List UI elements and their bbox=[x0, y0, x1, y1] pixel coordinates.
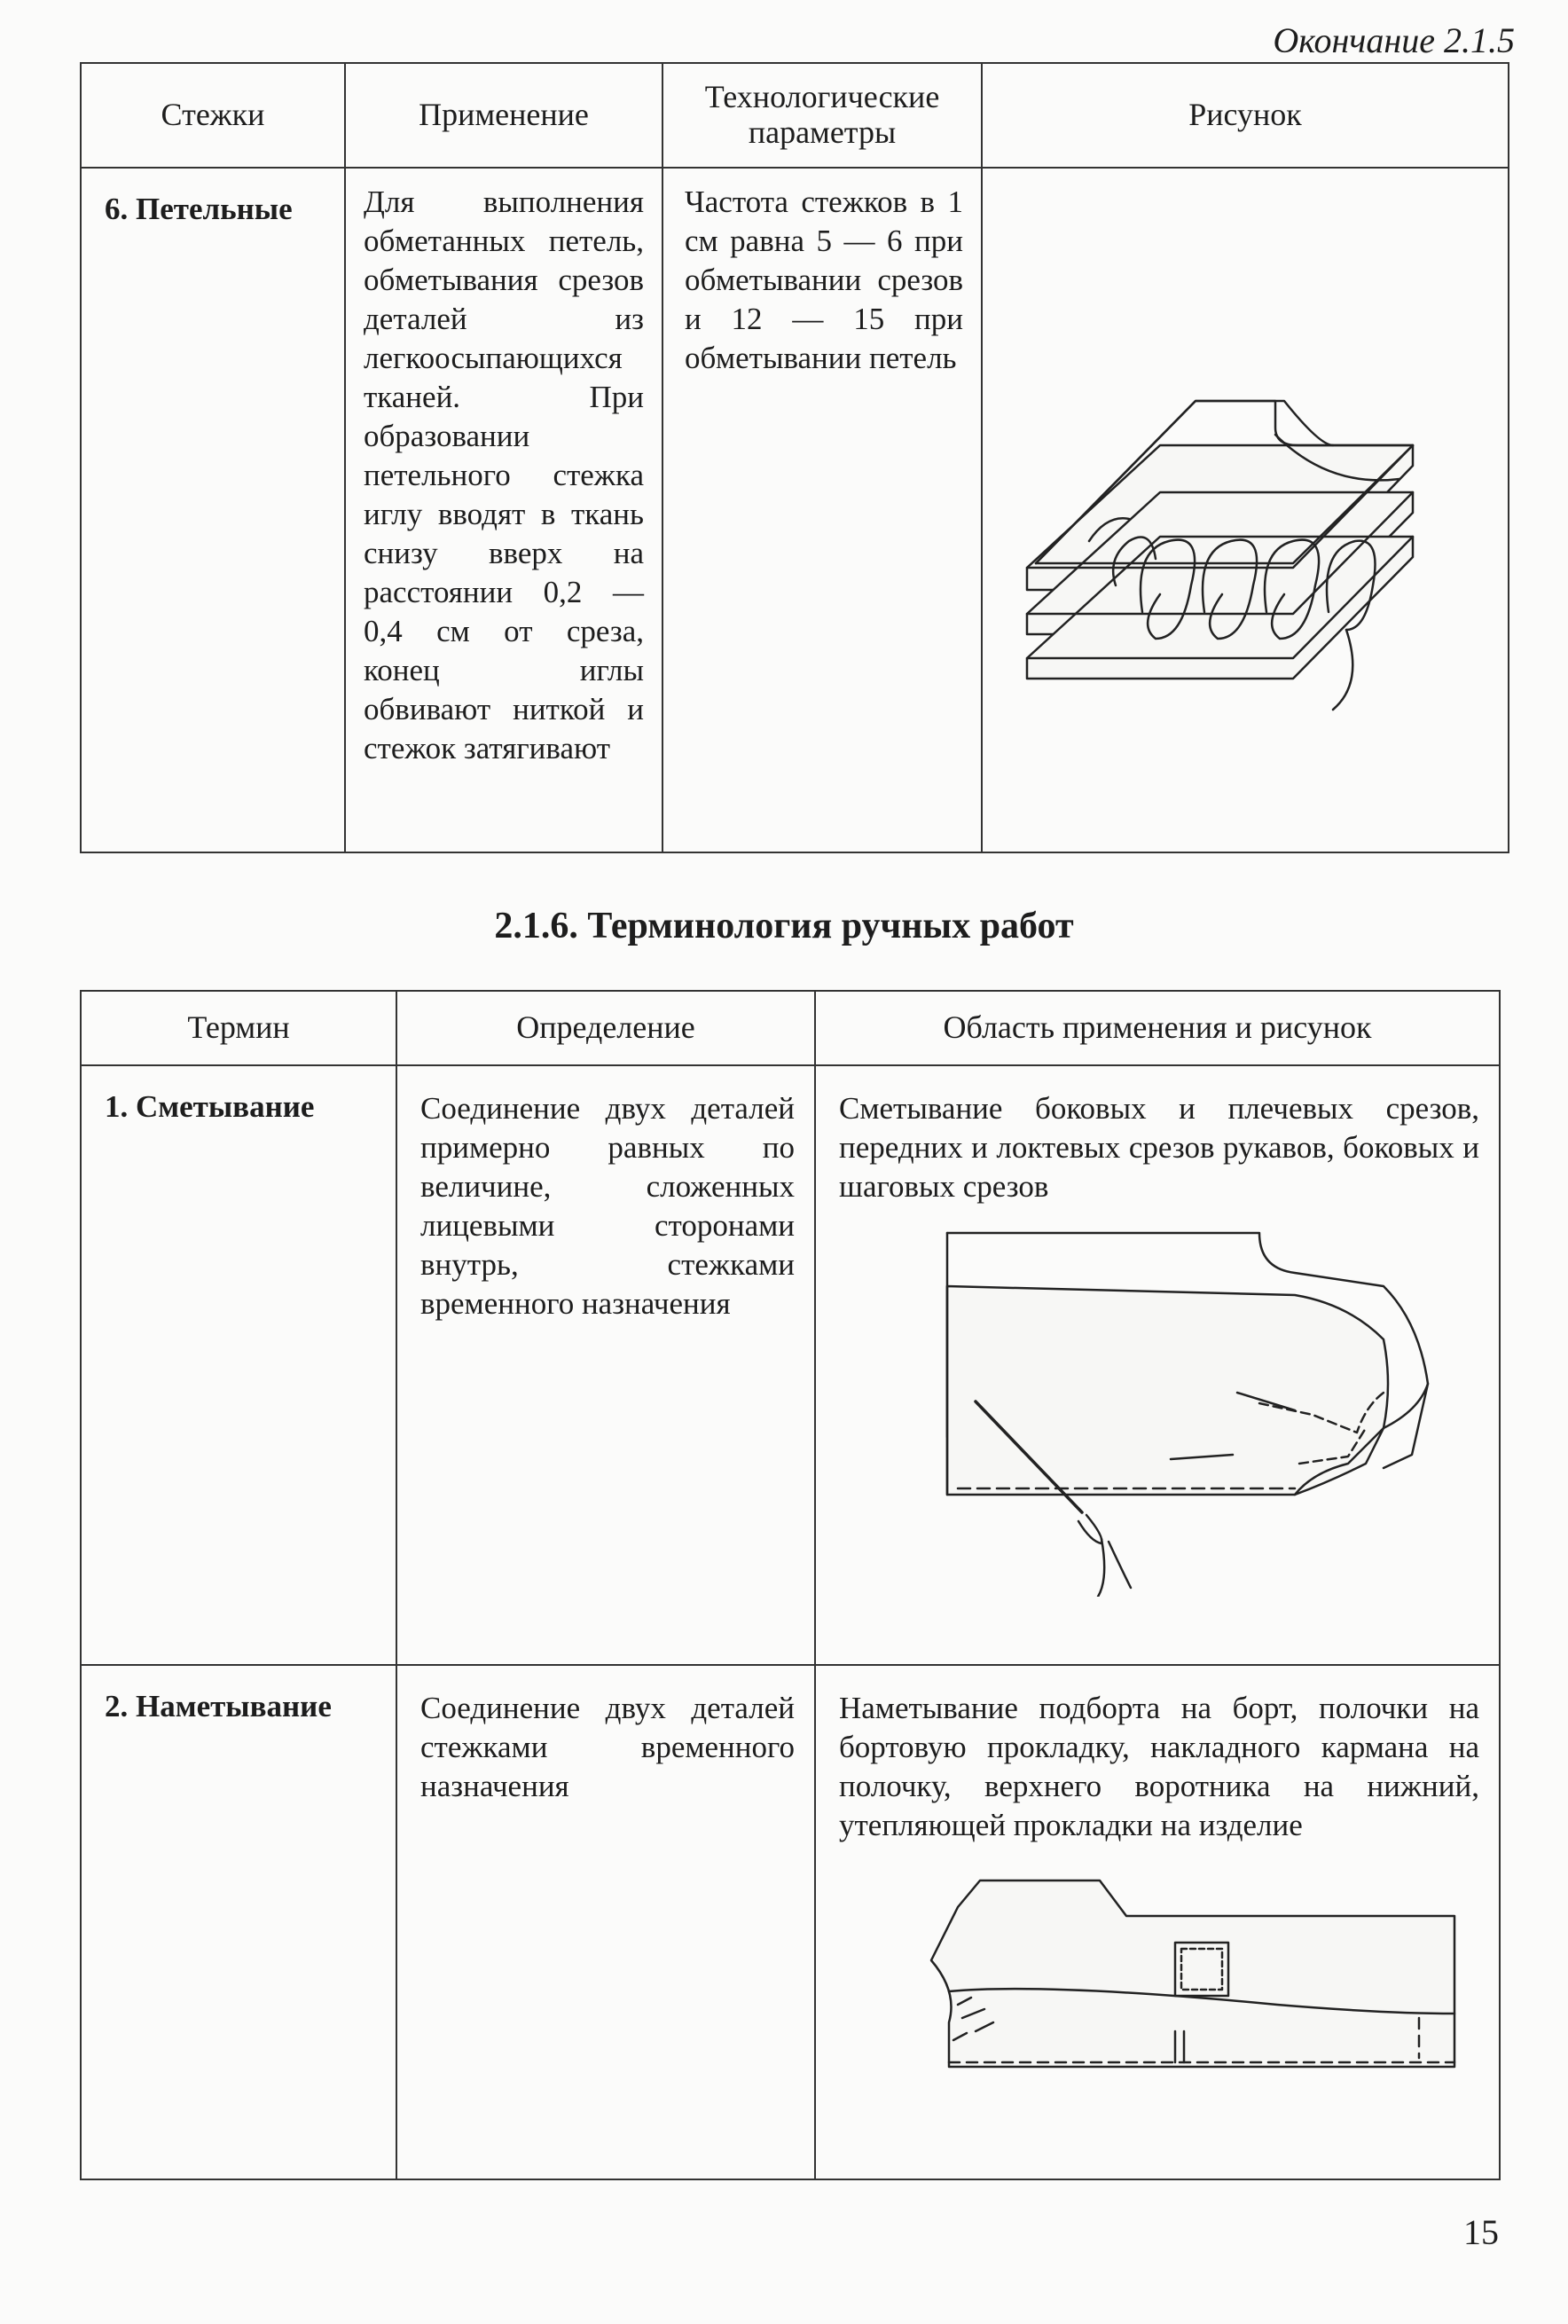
term-cell bbox=[81, 1665, 396, 2179]
header-parameters: Технологические параметры bbox=[662, 63, 982, 168]
tacking-facing-illustration bbox=[816, 1845, 1497, 2111]
page-number: 15 bbox=[1463, 2212, 1499, 2252]
term-name: 2. Наметывание bbox=[105, 1689, 332, 1723]
definition-cell bbox=[396, 1065, 815, 1665]
buttonhole-stitch-illustration bbox=[983, 169, 1506, 850]
table-row bbox=[81, 1665, 1500, 2179]
basting-sleeve-illustration bbox=[816, 1206, 1497, 1597]
stitch-name-cell bbox=[81, 168, 345, 852]
term-definition: Соединение двух деталей примерно равных по величине, сложенных лицевыми сторонами внутрь, стежками временного назначения bbox=[420, 1091, 795, 1321]
header-stitches: Стежки bbox=[81, 63, 345, 168]
table-row bbox=[81, 1065, 1500, 1665]
header-application: Применение bbox=[345, 63, 662, 168]
term-cell bbox=[81, 1065, 396, 1665]
header-term: Термин bbox=[81, 991, 396, 1065]
term-name: 1. Сметывание bbox=[105, 1089, 315, 1124]
usage-cell bbox=[815, 1065, 1500, 1665]
stitch-parameters: Частота стежков в 1 см равна 5 — 6 при обметывании срезов и 12 — 15 при обметывании петель bbox=[685, 185, 963, 375]
application-cell bbox=[345, 168, 662, 852]
usage-cell bbox=[815, 1665, 1500, 2179]
section-title: 2.1.6. Терминология ручных работ bbox=[494, 906, 1074, 946]
terminology-table bbox=[80, 990, 1501, 2180]
stitch-name: 6. Петельные bbox=[105, 192, 293, 226]
header-usage: Область применения и рисунок bbox=[815, 991, 1500, 1065]
term-usage: Сметывание боковых и плечевых срезов, передних и локтевых срезов рукавов, боковых и шаговых срезов bbox=[839, 1091, 1479, 1204]
term-definition: Соединение двух деталей стежками временного назначения bbox=[420, 1691, 795, 1803]
stitch-application: Для выполнения обметанных петель, обметывания срезов деталей из легкоосыпающихся тканей. При образовании петельного стежка иглу вводят в ткань снизу вверх на расстоянии 0,2 — 0,4 см от среза, конец иглы обвивают ниткой и стежок затягивают bbox=[364, 185, 644, 766]
definition-cell bbox=[396, 1665, 815, 2179]
continuation-label: Окончание 2.1.5 bbox=[1273, 20, 1515, 60]
term-usage: Наметывание подборта на борт, полочки на бортовую прокладку, накладного кармана на полочку, верхнего воротника на нижний, утепляющей прокладки на изделие bbox=[839, 1691, 1479, 1842]
stitch-table bbox=[80, 62, 1509, 853]
header-definition: Определение bbox=[396, 991, 815, 1065]
drawing-cell bbox=[982, 168, 1509, 852]
header-drawing: Рисунок bbox=[982, 63, 1509, 168]
parameters-cell bbox=[662, 168, 982, 852]
